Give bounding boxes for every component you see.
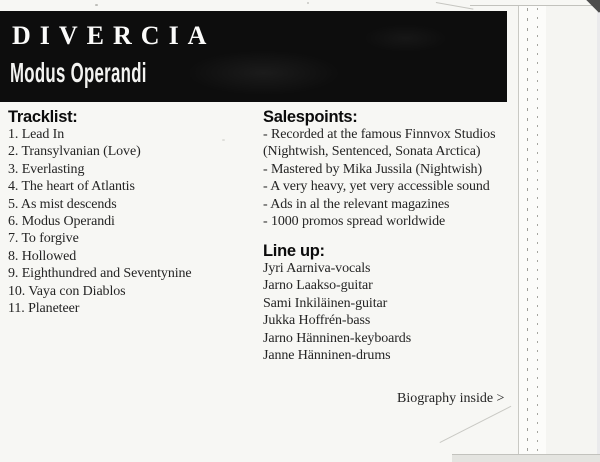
biography-note: Biography inside > [397,391,505,406]
lineup-member: Sami Inkiläinen-guitar [263,295,388,311]
lineup-heading: Line up: [263,242,325,260]
track-item: 6. Modus Operandi [8,214,115,230]
scan-speck [307,2,309,4]
track-item: 9. Eighthundred and Seventynine [8,266,192,282]
paper-bottom-corner-crease [440,406,512,443]
track-item: 1. Lead In [8,127,65,142]
track-item: 5. As mist descends [8,196,117,212]
salespoint-item: (Nightwish, Sentenced, Sonata Arctica) [263,144,481,160]
salespoint-item: - A very heavy, yet very accessible sound [263,179,490,195]
band-name: DIVERCIA [12,21,216,50]
lineup-list [263,260,411,364]
perforation-dots-left [527,8,528,458]
salespoints-list [263,126,495,230]
lineup-member: Jyri Aarniva-vocals [263,261,371,276]
lineup-member: Jarno Hänninen-keyboards [263,330,412,346]
fold-crease-line [518,5,519,462]
perforation-dots-right [537,8,538,458]
tracklist [8,126,192,317]
paper-bottom-edge-shadow [452,454,600,462]
paper-right-panel [546,5,600,462]
track-item: 2. Transylvanian (Love) [8,144,141,160]
salespoint-item: - Recorded at the famous Finnvox Studios [263,127,496,142]
track-item: 7. To forgive [8,231,79,247]
scan-speck [95,4,98,6]
salespoint-item: - Ads in al the relevant magazines [263,196,450,212]
track-item: 11. Planeteer [8,301,80,317]
paper-top-corner-crease [436,2,474,10]
fold-strip [519,5,546,462]
paper-top-edge-line [470,5,597,6]
album-title: Modus Operandi [10,57,147,88]
lineup-member: Jukka Hoffrén-bass [263,313,371,329]
header-bar [0,11,507,102]
lineup-member: Jarno Laakso-guitar [263,278,373,294]
lineup-member: Janne Hänninen-drums [263,348,391,364]
track-item: 8. Hollowed [8,248,77,264]
track-item: 10. Vaya con Diablos [8,283,126,299]
track-item: 4. The heart of Atlantis [8,179,135,195]
salespoints-heading: Salespoints: [263,108,358,126]
salespoint-item: - 1000 promos spread worldwide [263,214,446,230]
salespoint-item: - Mastered by Mika Jussila (Nightwish) [263,161,483,177]
track-item: 3. Everlasting [8,161,85,177]
tracklist-heading: Tracklist: [8,108,78,126]
scan-speck [222,139,225,141]
